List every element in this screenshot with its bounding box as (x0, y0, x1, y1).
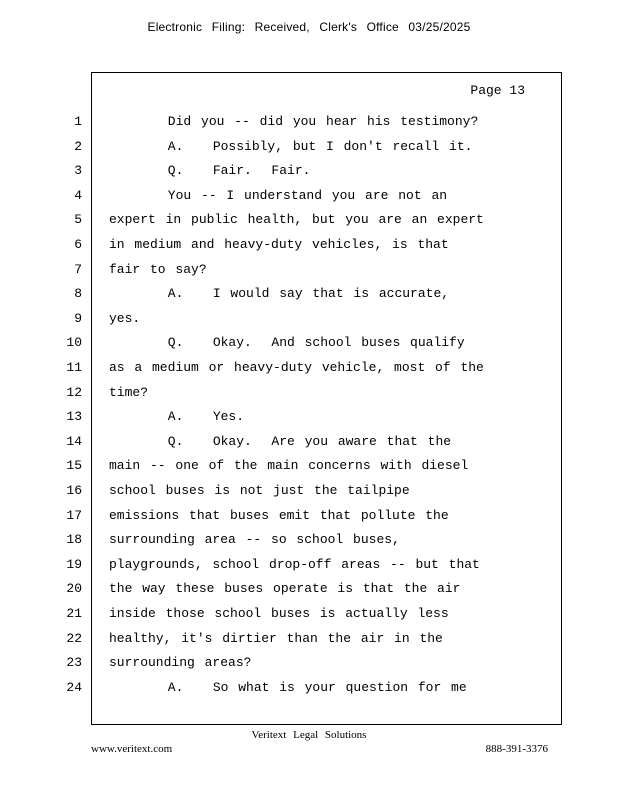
transcript-line: school buses is not just the tailpipe (109, 483, 410, 498)
transcript-line: expert in public health, but you are an expert (109, 212, 484, 228)
line-number: 4 (74, 187, 82, 203)
footer-company: Veritext Legal Solutions (251, 729, 367, 741)
transcript-line: A. Possibly, but I don't recall it. (109, 138, 473, 154)
transcript-line: as a medium or heavy-duty vehicle, most of the (109, 360, 484, 375)
transcript-line: Q. Okay. And school buses qualify (109, 335, 465, 351)
line-number: 19 (66, 556, 82, 572)
transcript-line: surrounding area -- so school buses, (109, 532, 400, 548)
line-number: 2 (74, 138, 82, 154)
transcript-line: Q. Fair. Fair. (109, 163, 311, 179)
line-number: 1 (74, 114, 82, 129)
transcript-line: emissions that buses emit that pollute the (109, 507, 449, 523)
line-number: 24 (66, 679, 82, 695)
transcript-line: A. So what is your question for me (109, 679, 467, 695)
line-number: 16 (66, 483, 82, 498)
transcript-line: inside those school buses is actually less (109, 606, 449, 621)
line-number: 14 (66, 433, 82, 449)
line-number: 9 (74, 310, 82, 326)
transcript-line: the way these buses operate is that the air (109, 581, 461, 597)
line-number: 3 (74, 163, 82, 179)
transcript-line: playgrounds, school drop-off areas -- but that (109, 556, 480, 572)
line-number: 22 (66, 630, 82, 646)
line-number: 17 (66, 507, 82, 523)
line-number: 10 (66, 335, 82, 351)
page-number: Page 13 (470, 83, 525, 98)
transcript-line: Did you -- did you hear his testimony? (109, 114, 479, 129)
line-number: 7 (74, 261, 82, 277)
transcript-line: Q. Okay. Are you aware that the (109, 433, 452, 449)
line-number: 18 (66, 532, 82, 548)
transcript-line: A. I would say that is accurate, (109, 286, 450, 302)
transcript-line: healthy, it's dirtier than the air in the (109, 630, 443, 646)
line-number: 13 (66, 409, 82, 425)
transcript-line: You -- I understand you are not an (109, 187, 448, 203)
line-number: 20 (66, 581, 82, 597)
transcript-line: surrounding areas? (109, 655, 252, 671)
line-number: 12 (66, 384, 82, 400)
footer-phone: 888-391-3376 (485, 743, 548, 755)
line-number: 15 (66, 458, 82, 474)
line-number: 6 (74, 237, 82, 252)
transcript-line: in medium and heavy-duty vehicles, is that (109, 237, 449, 252)
line-number: 5 (74, 212, 82, 228)
footer-website[interactable]: www.veritext.com (91, 743, 173, 755)
line-number: 8 (74, 286, 82, 302)
transcript-line: A. Yes. (109, 409, 245, 425)
line-number: 11 (66, 360, 82, 375)
transcript-line: fair to say? (109, 261, 207, 277)
line-number: 21 (66, 606, 82, 621)
transcript-line: yes. (109, 310, 141, 326)
line-number: 23 (66, 655, 82, 671)
filing-stamp: Electronic Filing: Received, Clerk's Office 03/25/2025 (147, 20, 471, 34)
transcript-line: main -- one of the main concerns with diesel (109, 458, 469, 474)
transcript-line: time? (109, 384, 149, 400)
